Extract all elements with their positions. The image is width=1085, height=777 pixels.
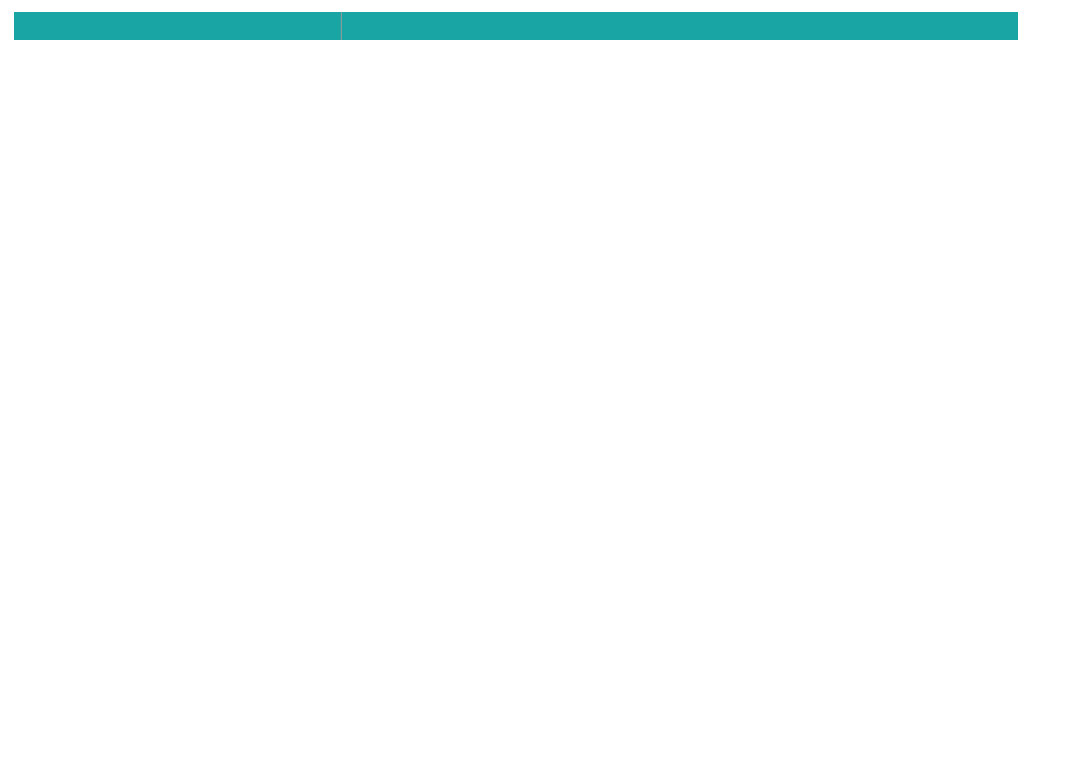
header-band [14,12,1018,40]
table-header [14,12,1018,40]
